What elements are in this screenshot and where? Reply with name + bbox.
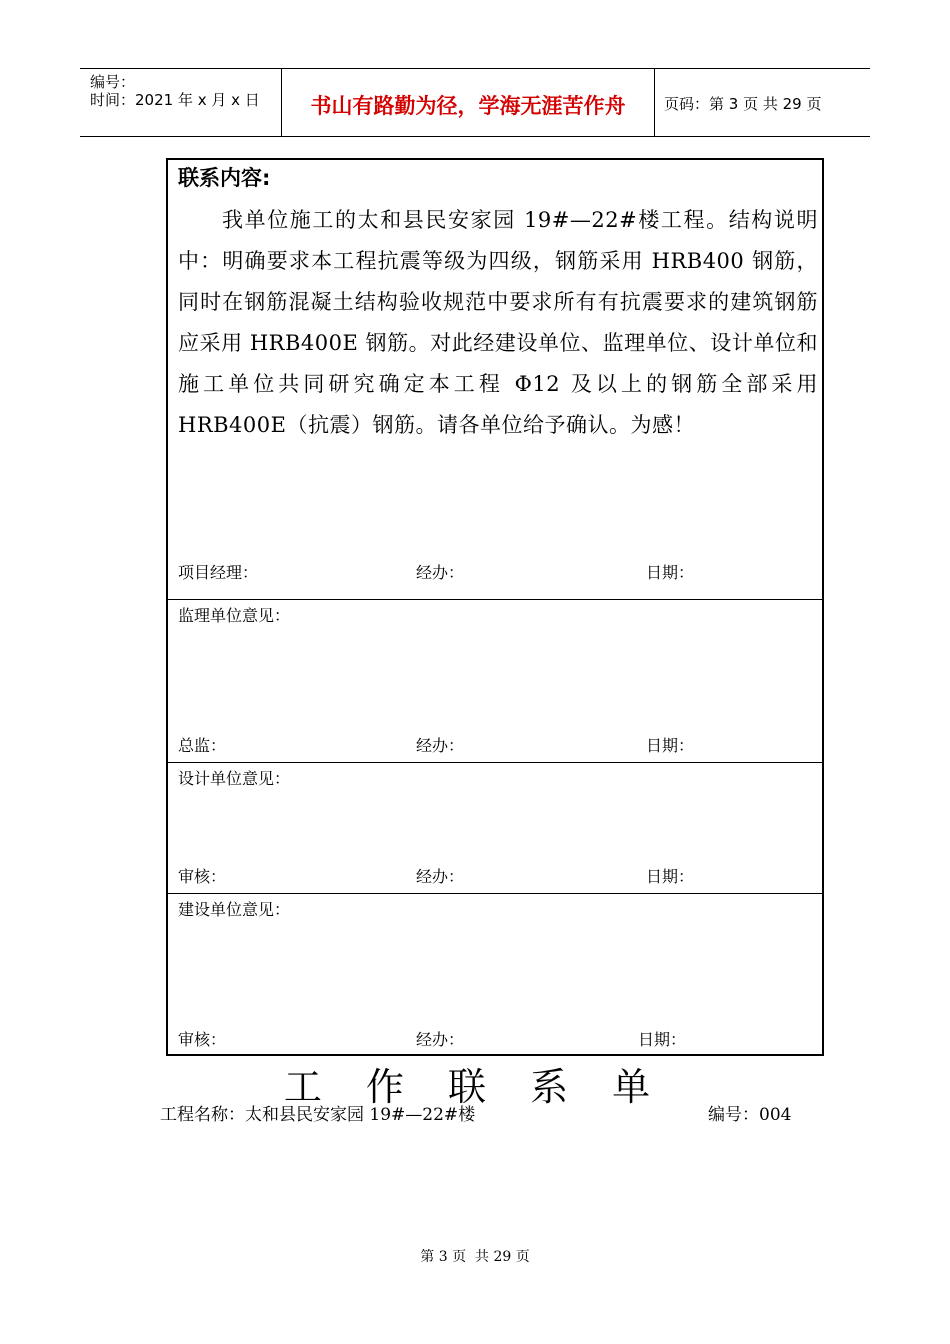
contact-title: 联系内容: bbox=[178, 166, 271, 190]
section-divider bbox=[166, 599, 824, 600]
handler-label: 经办： bbox=[416, 1030, 465, 1049]
contact-body: 我单位施工的太和县民安家园 19#—22#楼工程。结构说明中：明确要求本工程抗震等级为四级，钢筋采用 HRB400 钢筋，同时在钢筋混凝土结构验收规范中要求所有有抗震要求的建筑钢筋应采用 HRB400E 钢筋。对此经建设单位、监理单位、设计单位和施工单位共同研究确定本工程 Φ12 及以上的钢筋全部采用 HRB400E（抗震）钢筋。请各单位给予确认。为感！ bbox=[178, 208, 818, 437]
header-top-border bbox=[80, 68, 870, 69]
supervision-opinion-title: 监理单位意见： bbox=[178, 606, 291, 625]
handler-label: 经办： bbox=[416, 867, 465, 886]
signer-label: 总监： bbox=[178, 736, 227, 755]
work-contact-title: 工 作 联 系 单 bbox=[283, 1065, 667, 1109]
serial-number: 编号：004 bbox=[708, 1105, 792, 1125]
construction-opinion-title: 建设单位意见： bbox=[178, 900, 291, 919]
page-footer: 第 3 页 共 29 页 bbox=[420, 1249, 530, 1265]
date-label: 日期： bbox=[638, 1030, 687, 1049]
header-divider bbox=[654, 68, 655, 136]
header-bottom-border bbox=[80, 136, 870, 137]
serial-label: 编号： bbox=[90, 73, 136, 91]
handler-label: 经办： bbox=[416, 563, 465, 582]
date-label: 日期： bbox=[646, 563, 695, 582]
section-divider bbox=[166, 893, 824, 894]
page-counter: 页码：第 3 页 共 29 页 bbox=[664, 95, 822, 113]
signer-label: 项目经理： bbox=[178, 563, 259, 582]
section-divider bbox=[166, 762, 824, 763]
signer-label: 审核： bbox=[178, 1030, 227, 1049]
date-label: 日期： bbox=[646, 867, 695, 886]
signer-label: 审核： bbox=[178, 867, 227, 886]
project-name: 工程名称：太和县民安家园 19#—22#楼 bbox=[160, 1105, 476, 1125]
date-label: 日期： bbox=[646, 736, 695, 755]
header-motto: 书山有路勤为径，学海无涯苦作舟 bbox=[310, 94, 626, 118]
design-opinion-title: 设计单位意见： bbox=[178, 769, 291, 788]
handler-label: 经办： bbox=[416, 736, 465, 755]
time-label: 时间：2021 年 x 月 x 日 bbox=[90, 91, 260, 109]
